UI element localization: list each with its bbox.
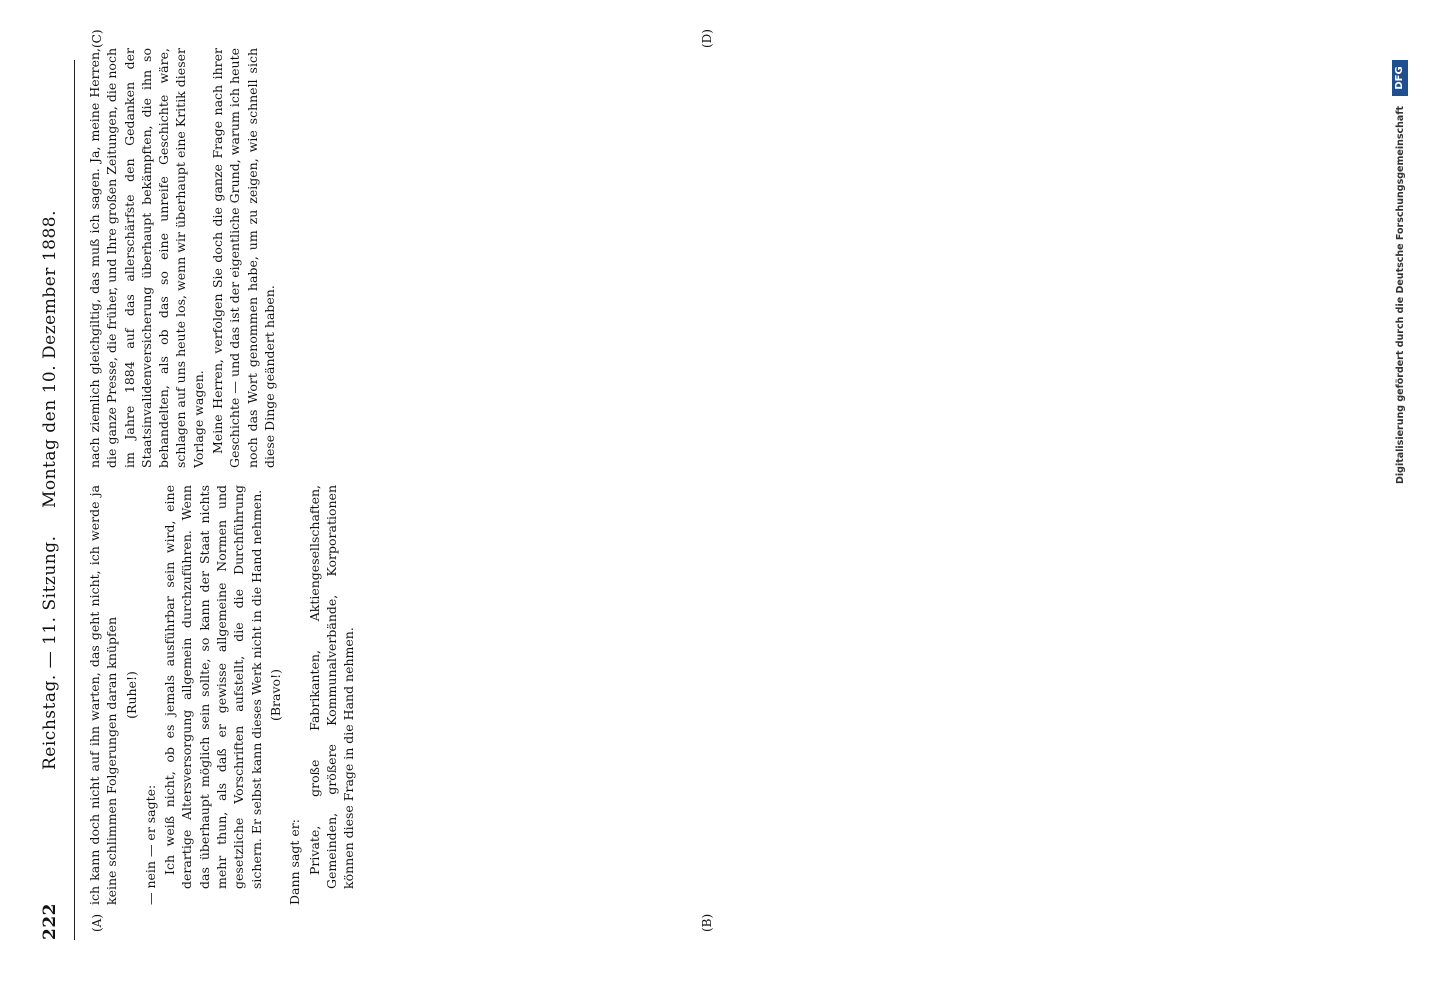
right-text-column: [86, 48, 280, 468]
margin-marker-d: (D): [700, 29, 714, 48]
dfg-logo: DFG: [1392, 60, 1408, 96]
paragraph: Ich weiß nicht, ob es jemals ausführbar sein wird, eine derartige Altersversorgung allgemein durchzuführen. Wenn das überhaupt möglich sein sollte, so kann der Staat nichts mehr thun, als daß er gewisse allgemeine Normen und gesetzliche Vorschriften aufstellt, die die Durchführung sichern. Er selbst kann dieses Werk nicht in die Hand nehmen.: [162, 485, 264, 889]
margin-marker-c: (C): [90, 29, 104, 48]
margin-marker-a: (A): [90, 913, 104, 932]
paragraph: (Ruhe!): [123, 671, 139, 719]
paragraph: Meine Herren, verfolgen Sie doch die ganze Frage nach ihrer Geschichte — und das ist der eigentliche Grund, warum ich heute noch das Wort genommen habe, um zu zeigen, wie schnell sich diese Dinge geändert haben.: [210, 48, 277, 468]
header-rule: [74, 60, 75, 940]
paragraph: (Bravo!): [267, 669, 283, 721]
page-header: [40, 60, 68, 940]
session-date: Montag den 10. Dezember 1888.: [40, 210, 60, 509]
running-title: Reichstag. — 11. Sitzung.: [40, 535, 60, 770]
paragraph: Private, große Fabrikanten, Aktiengesellschaften, Gemeinden, größere Kommunalverbände, Korporationen können diese Frage in die Hand nehmen.: [306, 485, 357, 889]
paragraph: ich kann doch nicht auf ihn warten, das geht nicht, ich werde ja keine schlimmen Folgerungen daran knüpfen: [87, 485, 120, 905]
paragraph: Dann sagt er:: [287, 819, 303, 905]
margin-marker-b: (B): [700, 913, 714, 932]
paragraph: — nein — er sagte:: [142, 784, 158, 905]
paragraph: nach ziemlich gleichgiltig, das muß ich sagen. Ja, meine Herren, die ganze Presse, die früher, und Ihre großen Zeitungen, die noch im Jahre 1884 auf das allerschärfste den Gedanken der Staatsinvalidenversicherung überhaupt bekämpften, die ihn so behandelten, als ob das so eine unreife Geschichte wäre, schlagen auf uns heute los, wenn wir überhaupt eine Kritik dieser Vorlage wagen.: [87, 48, 206, 468]
page-number: 222: [40, 903, 60, 940]
left-text-column: [86, 485, 359, 905]
digitization-credit: Digitalisierung gefördert durch die Deutsche Forschungsgemeinschaft: [1395, 106, 1406, 484]
